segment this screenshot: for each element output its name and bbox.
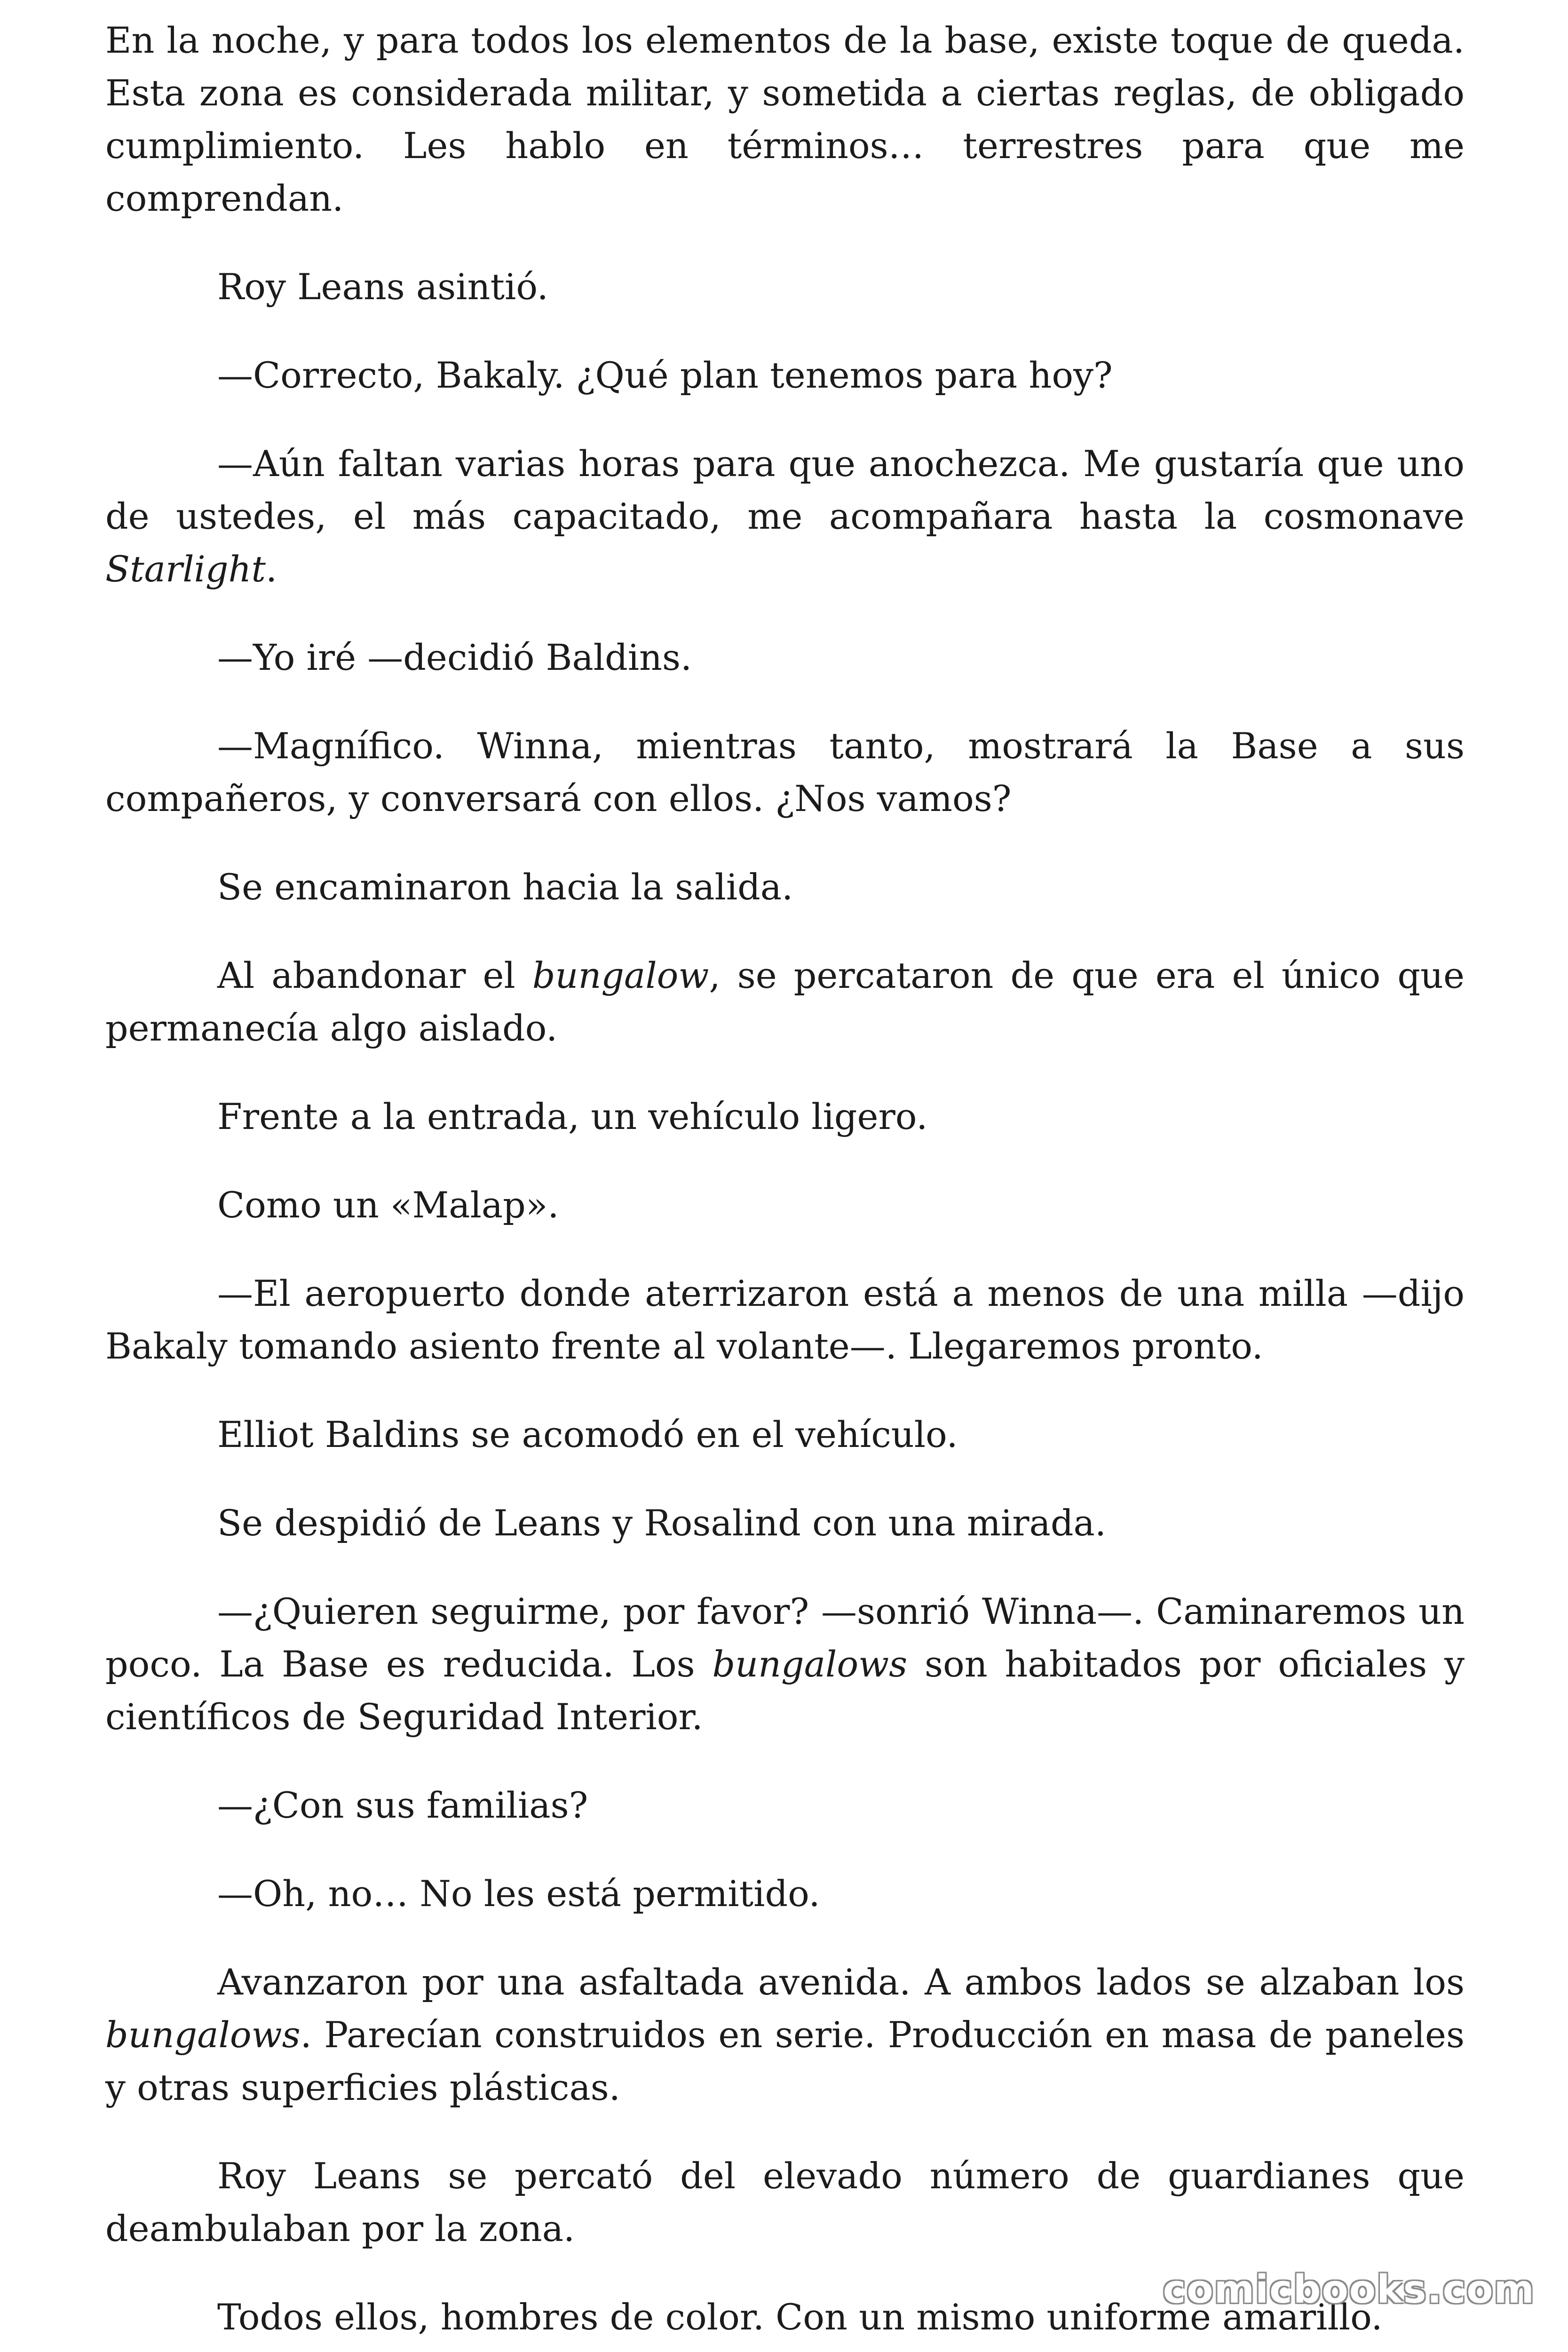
paragraph: [105, 261, 1465, 313]
paragraph: [105, 949, 1465, 1055]
paragraph: [105, 1956, 1465, 2114]
text-run: Como un «Malap».: [217, 1184, 559, 1226]
paragraph: [105, 720, 1465, 825]
paragraph: [105, 631, 1465, 684]
text-run: Todos ellos, hombres de color. Con un mismo uniforme amarillo.: [217, 2296, 1383, 2338]
italic-text: bungalow: [532, 954, 709, 996]
text-run: .: [266, 548, 277, 590]
text-run: —Oh, no… No les está permitido.: [217, 1873, 820, 1915]
watermark-logo: comicbooks.com: [1163, 2267, 1535, 2312]
paragraph: [105, 1090, 1465, 1143]
text-run: —Correcto, Bakaly. ¿Qué plan tenemos para hoy?: [217, 354, 1113, 396]
italic-text: bungalows: [105, 2014, 301, 2056]
text-run: —Magnífico. Winna, mientras tanto, mostrará la Base a sus compañeros, y conversará con ellos. ¿Nos vamos?: [105, 725, 1465, 819]
paragraph: [105, 1179, 1465, 1232]
paragraph: [105, 437, 1465, 596]
text-run: , se percataron de que era el único que permanecía algo aislado.: [105, 954, 1465, 1049]
text-run: —¿Quieren seguirme, por favor? —sonrió Winna—. Caminaremos un poco. La Base es reducida. Los: [105, 1590, 1465, 1685]
paragraph: [105, 2150, 1465, 2255]
paragraph: [105, 1867, 1465, 1920]
text-run: Se despidió de Leans y Rosalind con una mirada.: [217, 1502, 1106, 1544]
paragraph: [105, 349, 1465, 402]
text-column: [105, 14, 1465, 2344]
text-run: Roy Leans asintió.: [217, 266, 548, 308]
italic-text: Starlight: [105, 548, 266, 590]
text-run: Al abandonar el: [217, 954, 532, 996]
paragraph: [105, 861, 1465, 914]
text-run: Frente a la entrada, un vehículo ligero.: [217, 1096, 928, 1137]
paragraph: [105, 1408, 1465, 1461]
paragraph: [105, 14, 1465, 225]
text-run: Elliot Baldins se acomodó en el vehículo.: [217, 1414, 958, 1455]
text-run: En la noche, y para todos los elementos de la base, existe toque de queda. Esta zona es considerada militar, y sometida a ciertas reglas, de obligado cumplimiento. Les hablo en términos… terrestres para que me comprendan.: [105, 19, 1465, 219]
text-run: —Aún faltan varias horas para que anochezca. Me gustaría que uno de ustedes, el más capacitado, me acompañara hasta la cosmonave: [105, 443, 1465, 537]
paragraph: [105, 1267, 1465, 1373]
paragraph: [105, 1779, 1465, 1832]
text-run: . Parecían construidos en serie. Producción en masa de paneles y otras superficies plásticas.: [105, 2014, 1465, 2108]
book-page: [105, 14, 1465, 2344]
text-run: Se encaminaron hacia la salida.: [217, 866, 793, 908]
paragraph: [105, 1585, 1465, 1743]
italic-text: bungalows: [712, 1643, 908, 1685]
text-run: son habitados por oficiales y científicos de Seguridad Interior.: [105, 1643, 1465, 1738]
text-run: —El aeropuerto donde aterrizaron está a menos de una milla —dijo Bakaly tomando asiento frente al volante—. Llegaremos pronto.: [105, 1272, 1465, 1367]
paragraph: [105, 1497, 1465, 1549]
text-run: —¿Con sus familias?: [217, 1784, 588, 1826]
text-run: —Yo iré —decidió Baldins.: [217, 636, 692, 678]
text-run: Avanzaron por una asfaltada avenida. A ambos lados se alzaban los: [217, 1961, 1465, 2003]
text-run: Roy Leans se percató del elevado número de guardianes que deambulaban por la zona.: [105, 2155, 1465, 2249]
